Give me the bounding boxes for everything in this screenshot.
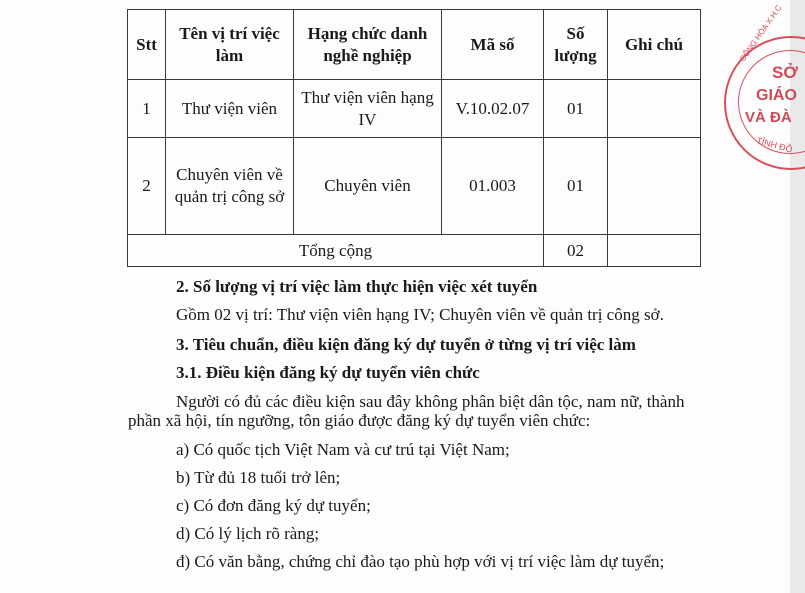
total-label: Tổng cộng (128, 235, 544, 267)
section-3-1-heading: 3.1. Điều kiện đăng ký dự tuyển viên chức (176, 363, 480, 382)
cell-note (608, 80, 701, 138)
seal-text-3: VÀ ĐÀ (745, 109, 792, 126)
cell-stt: 1 (128, 80, 166, 138)
table-total-row (128, 235, 701, 267)
cell-code: 01.003 (442, 138, 544, 235)
section-3-heading: 3. Tiêu chuẩn, điều kiện đăng ký dự tuyển ở từng vị trí việc làm (176, 335, 636, 354)
table-row (128, 80, 701, 138)
header-stt: Stt (128, 10, 166, 80)
table-row (128, 138, 701, 235)
intro-line-1: Người có đủ các điều kiện sau đây không phân biệt dân tộc, nam nữ, thành (176, 392, 685, 411)
seal-bottom-text: TỈNH ĐỒ (755, 135, 794, 155)
cell-quantity: 01 (544, 80, 608, 138)
cell-position: Thư viện viên (166, 80, 294, 138)
cell-rank: Chuyên viên (294, 138, 442, 235)
cell-code: V.10.02.07 (442, 80, 544, 138)
header-note: Ghi chú (608, 10, 701, 80)
positions-table (127, 9, 701, 267)
seal-text-1: SỞ (772, 63, 798, 82)
table-header-row (128, 10, 701, 80)
header-position: Tên vị trí việc làm (166, 10, 294, 80)
cell-note (608, 235, 701, 267)
cell-stt: 2 (128, 138, 166, 235)
header-quantity: Số lượng (544, 10, 608, 80)
condition-item: d) Có lý lịch rõ ràng; (176, 524, 320, 543)
total-quantity: 02 (544, 235, 608, 267)
seal-arc-text: CỘNG HÒA X.H.C (738, 3, 784, 64)
cell-quantity: 01 (544, 138, 608, 235)
header-code: Mã số (442, 10, 544, 80)
condition-item: b) Từ đủ 18 tuổi trở lên; (176, 468, 341, 487)
cell-position: Chuyên viên về quản trị công sở (166, 138, 294, 235)
condition-item: a) Có quốc tịch Việt Nam và cư trú tại Việt Nam; (176, 440, 510, 459)
condition-item: đ) Có văn bằng, chứng chỉ đào tạo phù hợp với vị trí việc làm dự tuyển; (176, 552, 665, 571)
section-2-heading: 2. Số lượng vị trí việc làm thực hiện việc xét tuyển (176, 277, 538, 296)
header-rank: Hạng chức danh nghề nghiệp (294, 10, 442, 80)
intro-line-2: phần xã hội, tín ngưỡng, tôn giáo được đăng ký dự tuyển viên chức: (128, 411, 591, 430)
seal-text-2: GIÁO (756, 87, 797, 104)
section-2-text: Gồm 02 vị trí: Thư viện viên hạng IV; Chuyên viên về quản trị công sở. (176, 305, 664, 324)
cell-rank: Thư viện viên hạng IV (294, 80, 442, 138)
cell-note (608, 138, 701, 235)
condition-item: c) Có đơn đăng ký dự tuyển; (176, 496, 371, 515)
